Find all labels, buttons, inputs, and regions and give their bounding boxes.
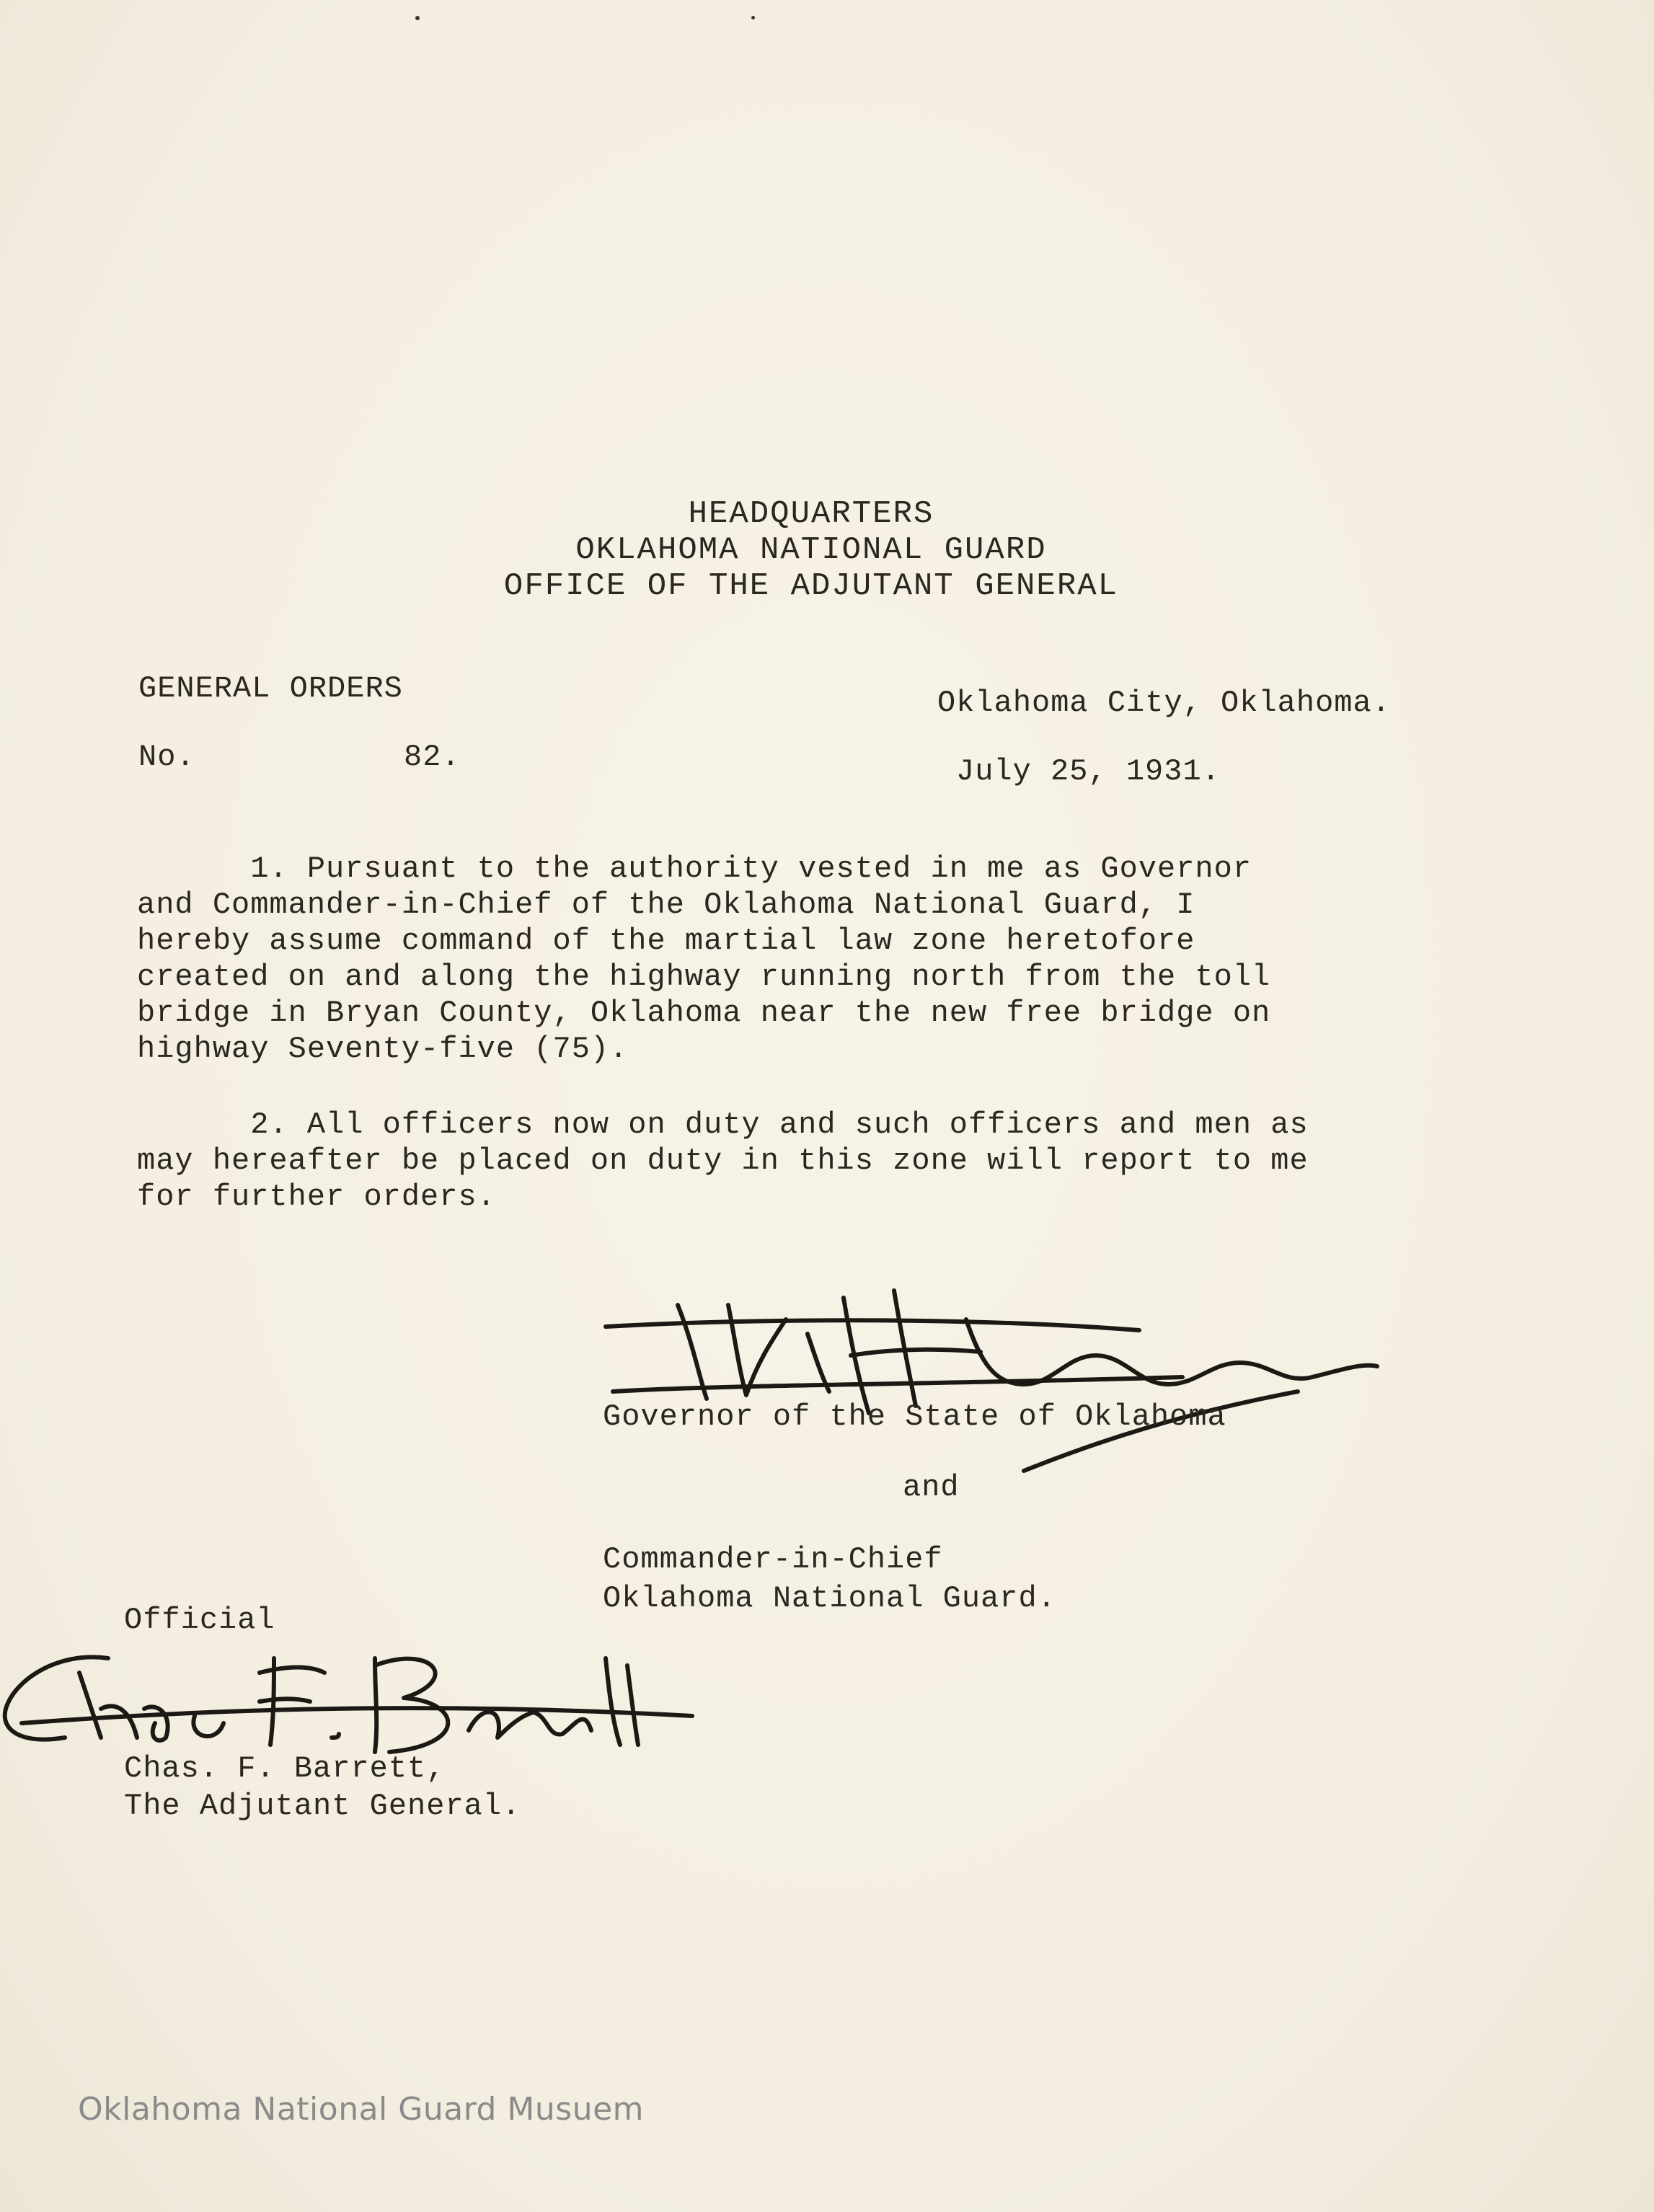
museum-watermark: Oklahoma National Guard Musuem — [78, 2091, 645, 2128]
paragraph-line: hereby assume command of the martial law zone heretofore — [137, 924, 1195, 958]
paragraph-line: highway Seventy-five (75). — [137, 1032, 629, 1066]
official-label: Official — [124, 1603, 275, 1637]
paragraph-line: bridge in Bryan County, Oklahoma near the new free bridge on — [137, 996, 1271, 1030]
order-city: Oklahoma City, Oklahoma. — [937, 686, 1391, 720]
ink-speck — [751, 16, 755, 19]
paragraph-line: 1. Pursuant to the authority vested in me as Governor — [137, 851, 1252, 886]
header-line-3: OFFICE OF THE ADJUTANT GENERAL — [503, 568, 1119, 604]
commander-line-2: Oklahoma National Guard. — [603, 1581, 1056, 1616]
commander-line-1: Commander-in-Chief — [603, 1542, 943, 1577]
header-line-2: OKLAHOMA NATIONAL GUARD — [575, 532, 1047, 568]
adjutant-name: Chas. F. Barrett, — [124, 1751, 446, 1786]
order-number-value: 82. — [404, 740, 461, 774]
governor-and: and — [903, 1470, 960, 1505]
paragraph-line: may hereafter be placed on duty in this zone will report to me — [137, 1143, 1309, 1178]
governor-signature — [591, 1276, 1392, 1492]
general-orders-label: GENERAL ORDERS — [138, 671, 403, 706]
header-line-1: HEADQUARTERS — [688, 496, 934, 532]
paragraph-line: 2. All officers now on duty and such officers and men as — [137, 1107, 1309, 1142]
paragraph-line: for further orders. — [137, 1180, 496, 1214]
adjutant-title: The Adjutant General. — [124, 1789, 521, 1823]
paragraph-line: and Commander-in-Chief of the Oklahoma National Guard, I — [137, 888, 1195, 922]
order-date: July 25, 1931. — [956, 754, 1221, 789]
governor-title: Governor of the State of Oklahoma — [603, 1399, 1226, 1434]
paragraph-line: created on and along the highway running north from the toll — [137, 960, 1271, 994]
ink-speck — [415, 16, 420, 20]
order-number-label: No. — [138, 740, 195, 774]
